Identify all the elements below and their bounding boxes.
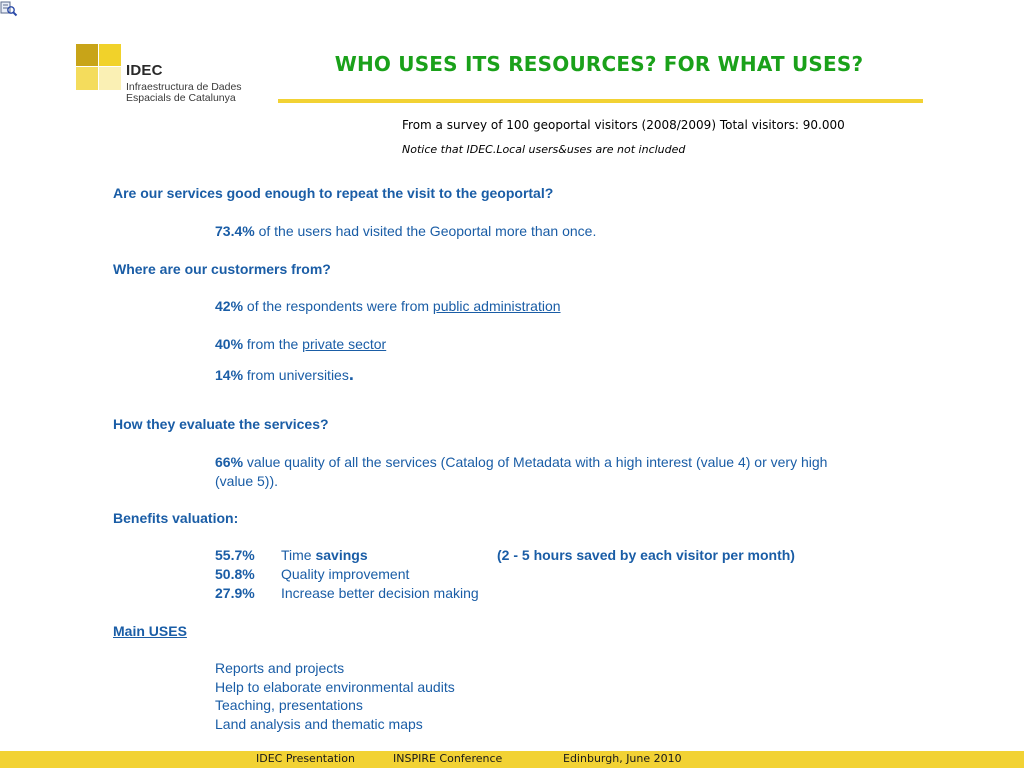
list-item: Reports and projects [215,660,345,676]
customers-value-2: 40% [215,336,244,352]
search-document-icon[interactable] [0,0,18,18]
title-divider [278,99,923,103]
list-item: Land analysis and thematic maps [215,716,423,732]
evaluation-line-cont: (value 5)). [215,473,279,489]
list-item: Help to elaborate environmental audits [215,679,455,695]
logo-subtitle-1: Infraestructura de Dades [126,81,242,93]
customers-value-3: 14% [215,367,244,383]
customers-text-2: from the [243,336,303,352]
footer-presentation: IDEC Presentation [256,752,355,765]
customers-line-2 [215,336,386,352]
benefit-pct: 55.7% [215,547,255,563]
evaluation-text: value quality of all the services (Catalog of Metadata with a high interest (value 4) or very high [243,454,828,470]
logo-name: IDEC [126,62,163,79]
logo-subtitle-2: Espacials de Catalunya [126,92,236,104]
benefit-label: Increase better decision making [281,585,479,601]
repeat-visit-value: 73.4% [215,223,255,239]
list-item: Teaching, presentations [215,697,363,713]
footer-conference: INSPIRE Conference [393,752,503,765]
benefit-pct: 50.8% [215,566,255,582]
customers-line-1 [215,298,561,314]
idec-logo-mark [76,44,121,90]
benefit-row [215,547,975,565]
customers-text-1: of the respondents were from [243,298,433,314]
benefit-pct: 27.9% [215,585,255,601]
repeat-visit-line [215,223,596,239]
question-evaluation: How they evaluate the services? [113,416,329,432]
page-title: WHO USES ITS RESOURCES? FOR WHAT USES? [334,52,864,76]
question-customers: Where are our custormers from? [113,261,331,277]
benefit-label-bold: savings [315,547,368,563]
customers-line-3 [215,364,354,385]
question-benefits: Benefits valuation: [113,510,239,526]
repeat-visit-text: of the users had visited the Geoportal more than once. [254,223,597,239]
evaluation-line [215,454,827,470]
private-sector-link[interactable]: private sector [302,336,387,352]
customers-value-1: 42% [215,298,244,314]
survey-note: From a survey of 100 geoportal visitors (2008/2009) Total visitors: 90.000 [402,118,845,132]
footer-place-date: Edinburgh, June 2010 [563,752,682,765]
benefit-row [215,585,975,603]
evaluation-value: 66% [215,454,244,470]
notice-note: Notice that IDEC.Local users&uses are not included [402,143,686,156]
question-repeat-visit: Are our services good enough to repeat the visit to the geoportal? [113,185,554,201]
benefit-label-pre: Time [281,547,316,563]
benefit-label [281,547,368,563]
benefit-label: Quality improvement [281,566,410,582]
customers-dot: . [348,364,354,384]
idec-logo [76,44,256,106]
customers-text-3: from universities [243,367,349,383]
benefit-row [215,566,975,584]
benefit-note: (2 - 5 hours saved by each visitor per month) [497,547,795,563]
public-administration-link[interactable]: public administration [432,298,561,314]
main-uses-heading[interactable]: Main USES [113,623,187,639]
footer-bar [0,751,1024,768]
